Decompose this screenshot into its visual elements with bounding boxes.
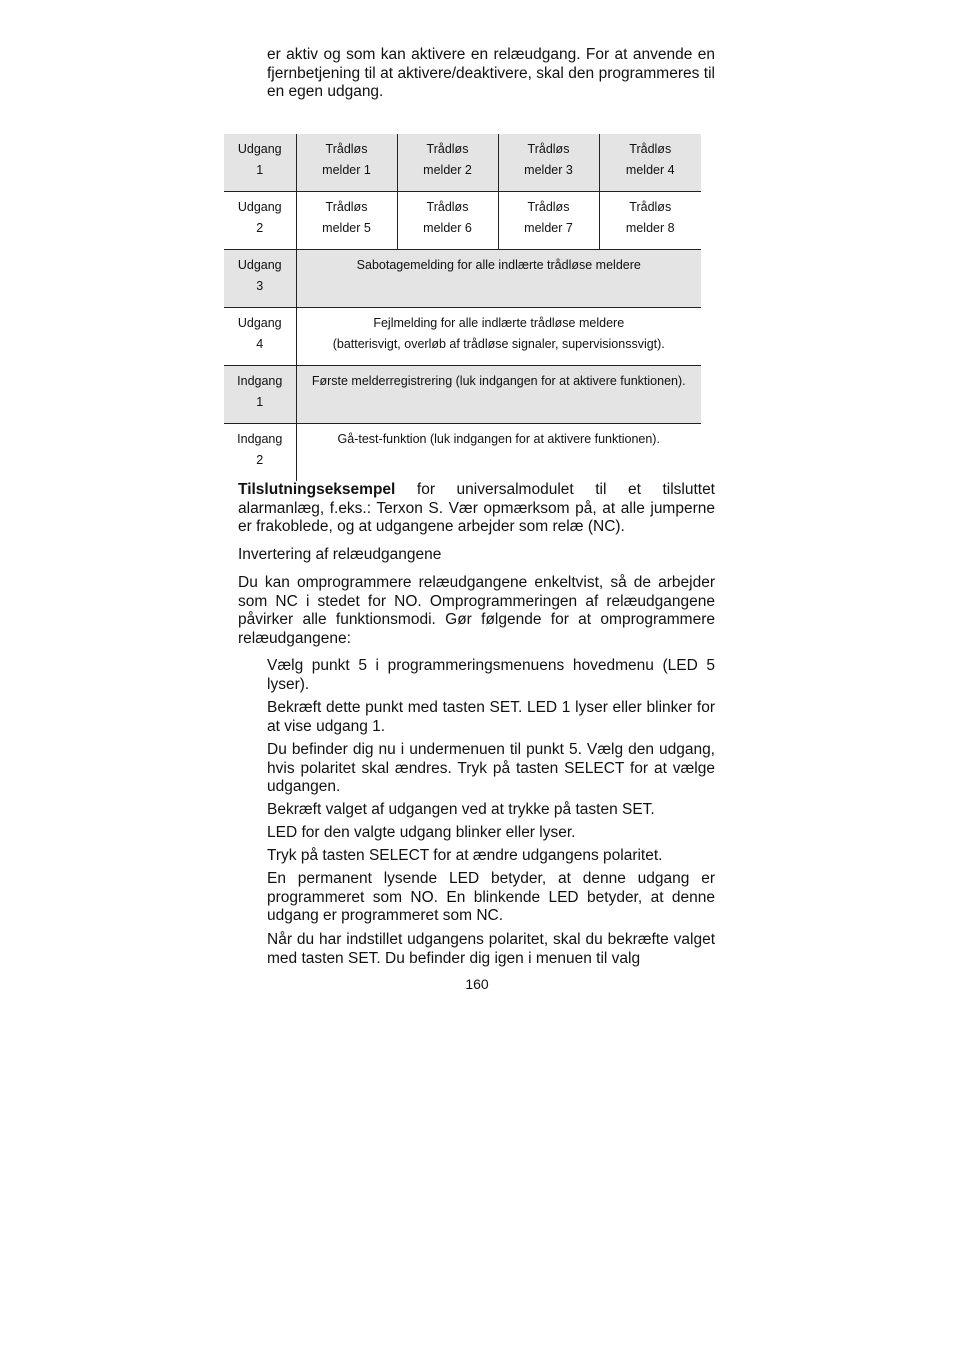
step-item: Vælg punkt 5 i programmeringsmenuens hovedmenu (LED 5 lyser). [267, 657, 715, 693]
table-row [224, 308, 701, 366]
table-row [224, 424, 701, 482]
table-cell: Trådløs melder 7 [498, 192, 599, 250]
page-number: 160 [465, 976, 489, 992]
table-cell: Trådløs melder 1 [296, 134, 397, 192]
table-cell: Trådløs melder 2 [397, 134, 498, 192]
connection-example-paragraph [238, 481, 715, 537]
section-heading: Invertering af relæudgangene [238, 546, 442, 563]
step-item: Tryk på tasten SELECT for at ændre udgangens polaritet. [267, 847, 663, 864]
row-label: Udgang 4 [224, 308, 296, 366]
example-text: for universalmodulet til et tilsluttet alarmanlæg, f.eks.: Terxon S. Vær opmærksom på, at alle jumperne er frakoblede, og at udgangene arbejder som relæ (NC). [238, 481, 715, 536]
step-item: Bekræft dette punkt med tasten SET. LED 1 lyser eller blinker for at vise udgang 1. [267, 699, 715, 735]
row-label: Udgang 3 [224, 250, 296, 308]
table-cell: Trådløs melder 4 [599, 134, 701, 192]
table-cell: Gå-test-funktion (luk indgangen for at aktivere funktionen). [296, 424, 701, 482]
example-bold-term: Tilslutningseksempel [238, 481, 396, 498]
table-cell: Sabotagemelding for alle indlærte trådløse meldere [296, 250, 701, 308]
table-row [224, 366, 701, 424]
step-item: Når du har indstillet udgangens polaritet, skal du bekræfte valget med tasten SET. Du befinder dig igen i menuen til valg [267, 931, 715, 967]
step-item: LED for den valgte udgang blinker eller lyser. [267, 824, 576, 841]
table-row [224, 250, 701, 308]
table-row [224, 192, 701, 250]
step-item: Bekræft valget af udgangen ved at trykke på tasten SET. [267, 801, 655, 818]
table-cell: Fejlmelding for alle indlærte trådløse meldere (batterisvigt, overløb af trådløse signaler, supervisionssvigt). [296, 308, 701, 366]
table-cell: Trådløs melder 6 [397, 192, 498, 250]
table-cell: Trådløs melder 3 [498, 134, 599, 192]
step-item: En permanent lysende LED betyder, at denne udgang er programmeret som NO. En blinkende LED betyder, at denne udgang er programmeret som NC. [267, 870, 715, 925]
row-label: Udgang 2 [224, 192, 296, 250]
table-cell: Trådløs melder 8 [599, 192, 701, 250]
step-item: Du befinder dig nu i undermenuen til punkt 5. Vælg den udgang, hvis polaritet skal ændres. Tryk på tasten SELECT for at vælge udgangen. [267, 741, 715, 796]
table-cell: Første melderregistrering (luk indgangen for at aktivere funktionen). [296, 366, 701, 424]
table-cell: Trådløs melder 5 [296, 192, 397, 250]
table-row [224, 134, 701, 192]
reprogram-paragraph: Du kan omprogrammere relæudgangene enkeltvist, så de arbejder som NC i stedet for NO. Omprogrammeringen af relæudgangene påvirker alle funktionsmodi. Gør følgende for at omprogrammere relæudgangene: [238, 574, 715, 647]
row-label: Indgang 1 [224, 366, 296, 424]
output-assignment-table [224, 134, 701, 481]
row-label: Indgang 2 [237, 432, 283, 467]
row-label: Udgang 1 [224, 134, 296, 192]
intro-paragraph: er aktiv og som kan aktivere en relæudgang. For at anvende en fjernbetjening til at aktivere/deaktivere, skal den programmeres til en egen udgang. [267, 46, 715, 101]
